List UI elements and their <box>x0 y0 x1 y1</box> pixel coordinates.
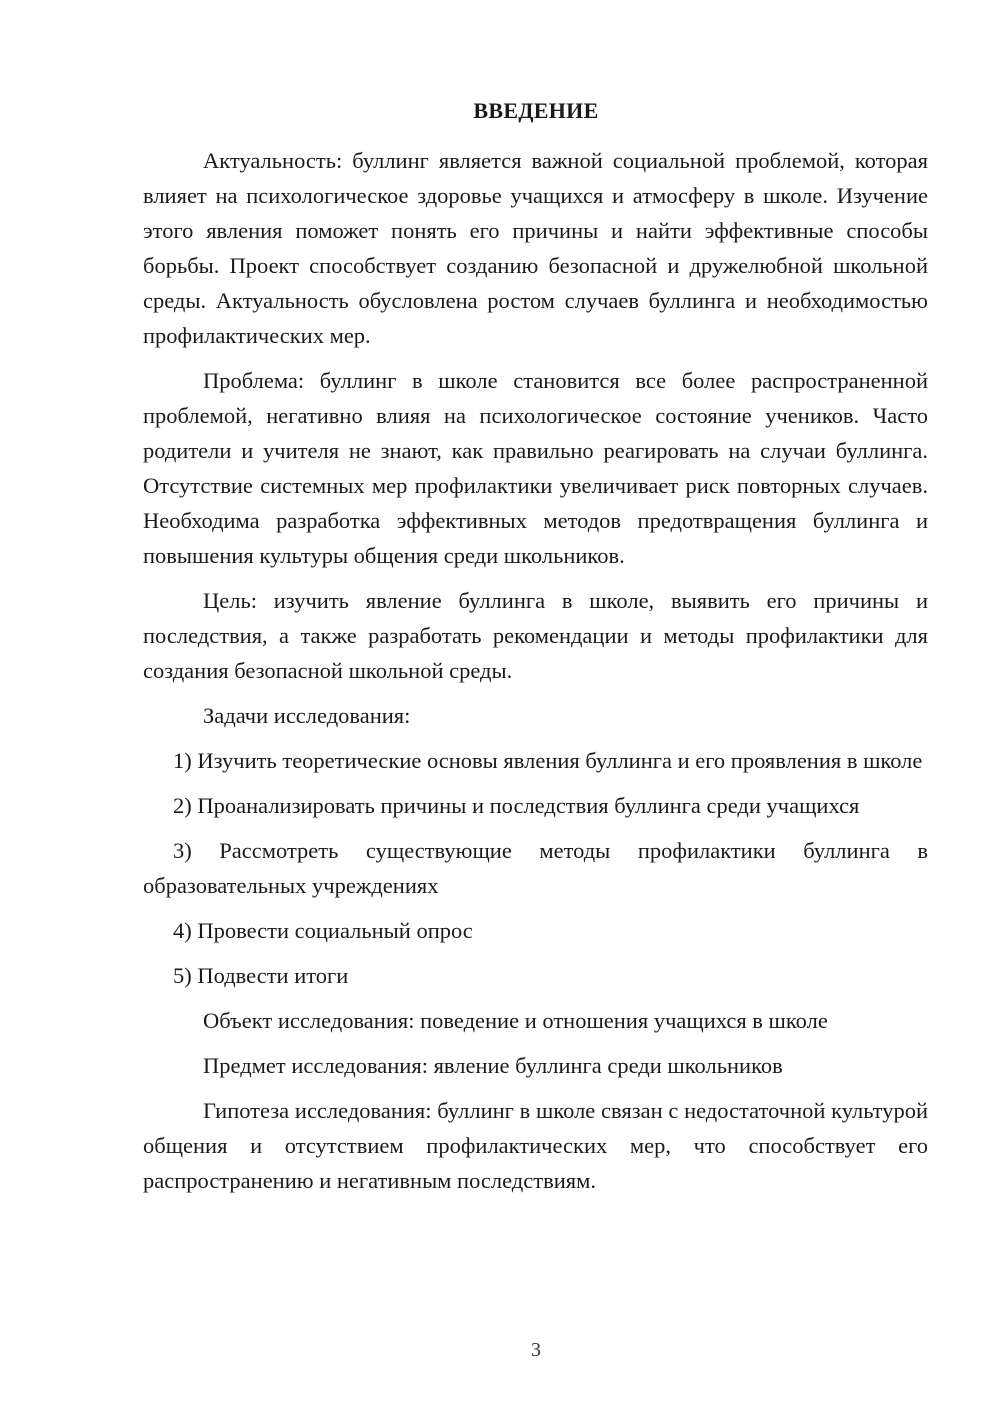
problem-paragraph: Проблема: буллинг в школе становится все более распространенной проблемой, негативно влияя на психологическое состояние учеников. Часто родители и учителя не знают, как правильно реагировать на случаи буллинга. Отсутствие системных мер профилактики увеличивает риск повторных случаев. Необходима разработка эффективных методов предотвращения буллинга и повышения культуры общения среди школьников. <box>143 368 928 568</box>
tasks-heading: Задачи исследования: <box>203 703 411 728</box>
research-object: Объект исследования: поведение и отношения учащихся в школе <box>203 1008 828 1033</box>
goal-paragraph: Цель: изучить явление буллинга в школе, выявить его причины и последствия, а также разработать рекомендации и методы профилактики для создания безопасной школьной среды. <box>143 588 928 683</box>
document-body <box>143 143 928 1198</box>
task-item: 1) Изучить теоретические основы явления буллинга и его проявления в школе <box>173 748 923 773</box>
task-item: 2) Проанализировать причины и последствия буллинга среди учащихся <box>173 793 860 818</box>
relevance-paragraph: Актуальность: буллинг является важной социальной проблемой, которая влияет на психологическое здоровье учащихся и атмосферу в школе. Изучение этого явления поможет понять его причины и найти эффективные способы борьбы. Проект способствует созданию безопасной и дружелюбной школьной среды. Актуальность обусловлена ростом случаев буллинга и необходимостью профилактических мер. <box>143 148 928 348</box>
task-item: 3) Рассмотреть существующие методы профилактики буллинга в образовательных учреждениях <box>143 838 928 898</box>
research-subject: Предмет исследования: явление буллинга среди школьников <box>203 1053 783 1078</box>
page-number: 3 <box>531 1339 541 1361</box>
hypothesis-paragraph: Гипотеза исследования: буллинг в школе связан с недостаточной культурой общения и отсутствием профилактических мер, что способствует его распространению и негативным последствиям. <box>143 1098 928 1193</box>
task-item: 4) Провести социальный опрос <box>173 918 473 943</box>
tasks-list <box>143 743 928 993</box>
page-title: ВВЕДЕНИЕ <box>473 98 599 123</box>
task-item: 5) Подвести итоги <box>173 963 349 988</box>
